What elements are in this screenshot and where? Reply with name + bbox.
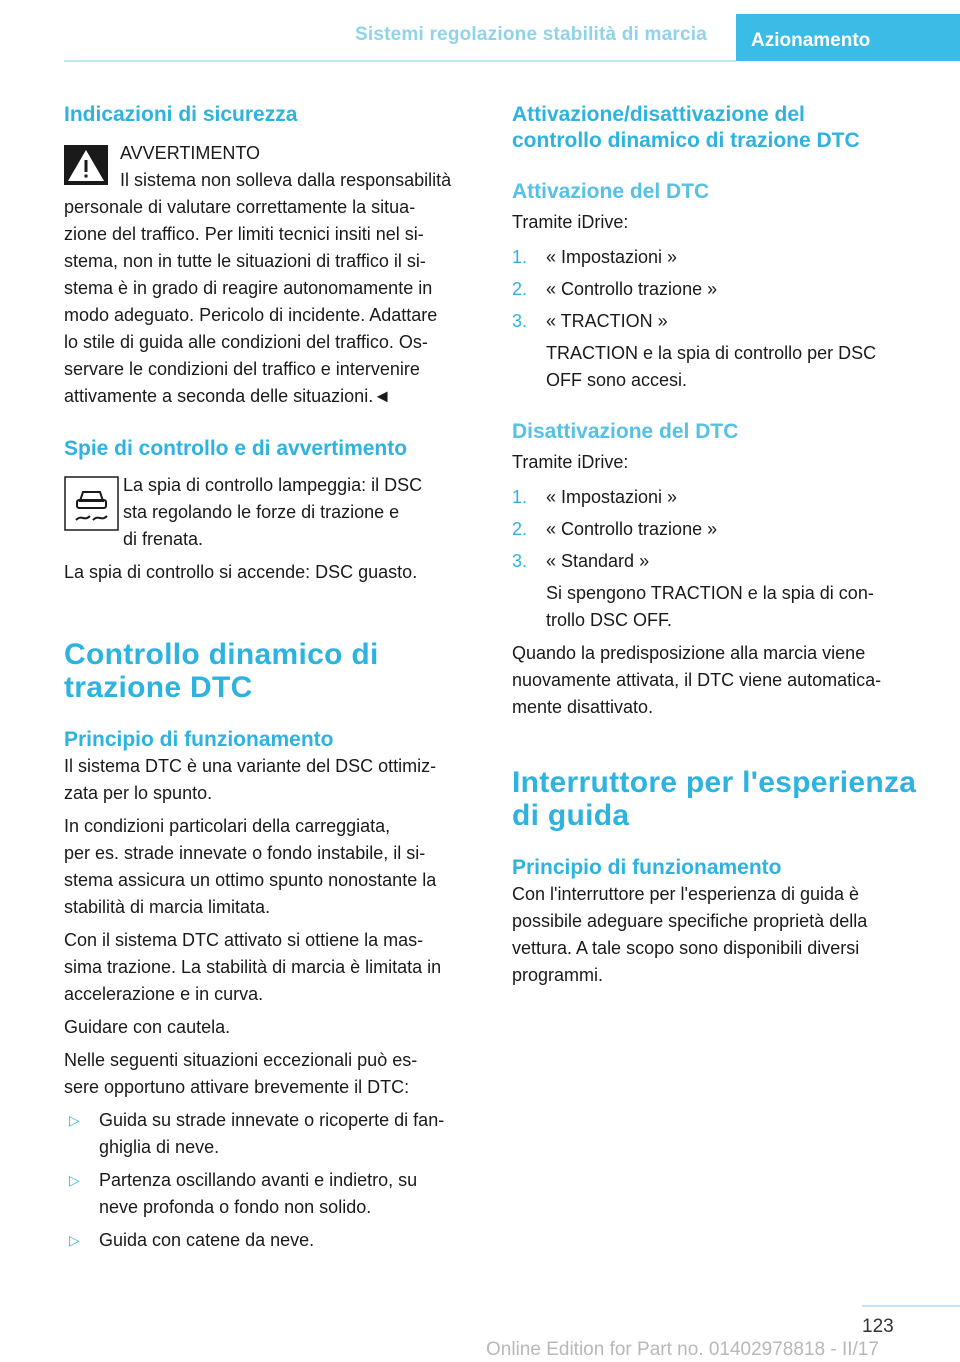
body-text-line: sere opportuno attivare brevemente il DTC: <box>64 1077 410 1097</box>
edition-watermark: Online Edition for Part no. 01402978818 - II/17 <box>486 1339 879 1360</box>
warning-label: AVVERTIMENTO <box>120 143 261 163</box>
body-text-line: Con l'interruttore per l'esperienza di guida è <box>512 884 860 904</box>
warning-text-line: Il sistema non solleva dalla responsabilità <box>120 170 452 190</box>
activation-steps <box>512 244 928 394</box>
step-note: Si spengono TRACTION e la spia di con- trollo DSC OFF. <box>546 583 874 630</box>
warning-text-line: stema, non in tutte le situazioni di traffico il si- <box>64 251 426 271</box>
body-text-line: vettura. A tale scopo sono disponibili diversi <box>512 938 860 958</box>
body-text-line: per es. strade innevate o fondo instabile, il si- <box>64 843 426 863</box>
step-item: 3. « Standard » <box>512 551 650 571</box>
dsc-indicator-lamp-icon <box>64 476 119 531</box>
lamp-text-line: di frenata. <box>123 529 204 549</box>
body-text-line: In condizioni particolari della carreggiata, <box>64 816 391 836</box>
body-text-line: mente disattivato. <box>512 697 654 717</box>
header-rule <box>64 60 736 62</box>
lamp-fault-text: La spia di controllo si accende: DSC guasto. <box>64 562 418 582</box>
lamps-heading: Spie di controllo e di avvertimento <box>64 437 408 460</box>
dtc-section-title: Controllo dinamico di trazione DTC <box>64 638 379 704</box>
body-text-line: Con il sistema DTC attivato si ottiene la mas- <box>64 930 424 950</box>
list-item: ▷ Partenza oscillando avanti e indietro, su neve profonda o fondo non solido. <box>64 1167 480 1221</box>
body-text-line: programmi. <box>512 965 604 985</box>
body-text-line: accelerazione e in curva. <box>64 984 264 1004</box>
switch-principle-heading: Principio di funzionamento <box>512 856 782 879</box>
warning-text-line: attivamente a seconda delle situazioni.◄ <box>64 386 392 406</box>
list-item: ▷ Guida su strade innevate o ricoperte di fan- ghiglia di neve. <box>64 1107 480 1161</box>
activation-heading: Attivazione/disattivazione del controllo dinamico di trazione DTC <box>512 103 860 152</box>
body-text-line: sima trazione. La stabilità di marcia è limitata in <box>64 957 442 977</box>
page-number: 123 <box>862 1316 894 1337</box>
step-note: TRACTION e la spia di controllo per DSC OFF sono accesi. <box>546 343 877 390</box>
warning-text-line: lo stile di guida alle condizioni del traffico. Os- <box>64 332 428 352</box>
bullet-triangle-icon: ▷ <box>69 1232 80 1248</box>
warning-text-line: personale di valutare correttamente la situa- <box>64 197 416 217</box>
warning-block <box>64 140 480 410</box>
body-text-line: zata per lo spunto. <box>64 783 213 803</box>
step-item: 1. « Impostazioni » <box>512 487 678 507</box>
warning-text-line: stema è in grado di reagire autonomamente in <box>64 278 433 298</box>
bullet-triangle-icon: ▷ <box>69 1112 80 1128</box>
left-column <box>64 102 480 1254</box>
body-text-line: nuovamente attivata, il DTC viene automatica- <box>512 670 882 690</box>
safety-heading: Indicazioni di sicurezza <box>64 103 298 126</box>
situations-list <box>64 1107 480 1254</box>
body-text-line: Quando la predisposizione alla marcia viene <box>512 643 866 663</box>
body-text-line: Il sistema DTC è una variante del DSC ottimiz- <box>64 756 437 776</box>
footer-rule <box>862 1305 960 1307</box>
body-text-line: Nelle seguenti situazioni eccezionali può es- <box>64 1050 418 1070</box>
lamp-text-line: sta regolando le forze di trazione e <box>123 502 400 522</box>
body-text-line: stabilità di marcia limitata. <box>64 897 271 917</box>
step-item: 1. « Impostazioni » <box>512 247 678 267</box>
bullet-triangle-icon: ▷ <box>69 1172 80 1188</box>
deactivation-dtc-heading: Disattivazione del DTC <box>512 420 739 443</box>
warning-triangle-icon <box>64 145 108 185</box>
principle-heading: Principio di funzionamento <box>64 728 334 751</box>
drive-switch-section-title: Interruttore per l'esperienza di guida <box>512 766 917 832</box>
step-item: 2. « Controllo trazione » <box>512 279 718 299</box>
intro-text: Tramite iDrive: <box>512 212 629 232</box>
warning-text-line: servare le condizioni del traffico e intervenire <box>64 359 420 379</box>
list-item: ▷ Guida con catene da neve. <box>64 1227 480 1254</box>
intro-text: Tramite iDrive: <box>512 452 629 472</box>
warning-text-line: zione del traffico. Per limiti tecnici insiti nel si- <box>64 224 424 244</box>
lamp-text-line: La spia di controllo lampeggia: il DSC <box>123 475 423 495</box>
running-header-section: Sistemi regolazione stabilità di marcia <box>355 24 708 45</box>
chapter-tab: Azionamento <box>736 14 960 61</box>
lamp-block <box>64 472 480 553</box>
activation-dtc-heading: Attivazione del DTC <box>512 180 710 203</box>
step-item: 3. « TRACTION » <box>512 311 668 331</box>
warning-text-line: modo adeguato. Pericolo di incidente. Adattare <box>64 305 438 325</box>
body-text-line: possibile adeguare specifiche proprietà della <box>512 911 868 931</box>
step-item: 2. « Controllo trazione » <box>512 519 718 539</box>
body-text-line: stema assicura un ottimo spunto nonostante la <box>64 870 437 890</box>
deactivation-steps <box>512 484 928 634</box>
right-column <box>512 102 928 989</box>
body-text-line: Guidare con cautela. <box>64 1017 231 1037</box>
